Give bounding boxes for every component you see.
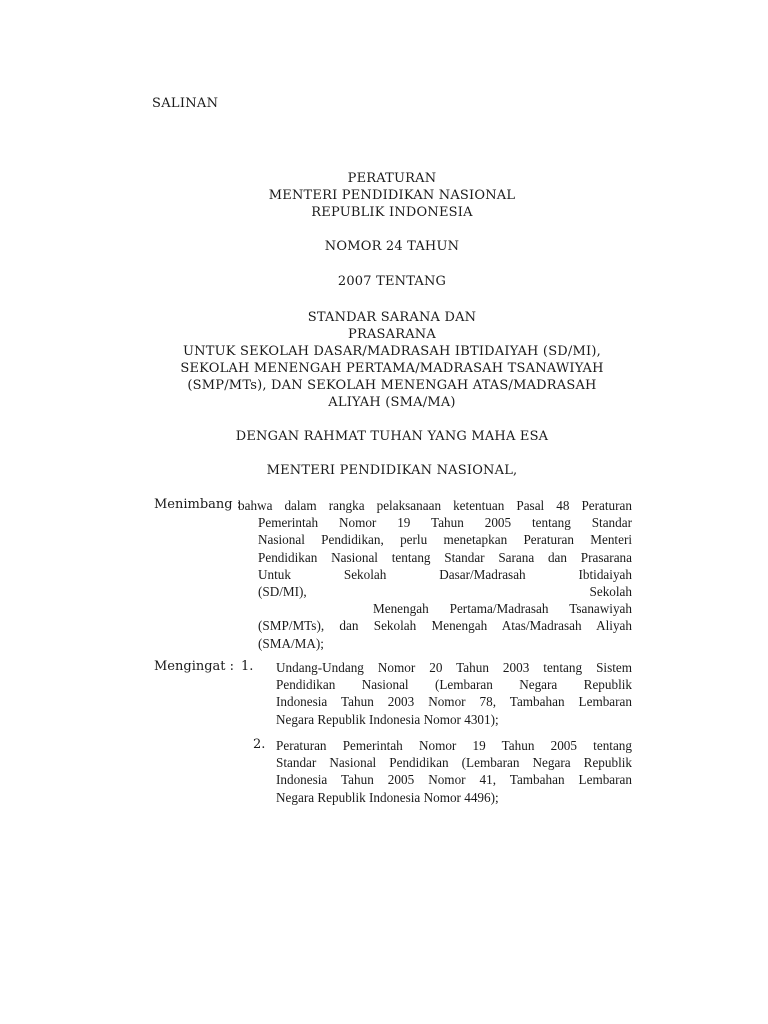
- heading-line-2: MENTERI PENDIDIKAN NASIONAL: [268, 188, 516, 203]
- item-line: Negara Republik Indonesia Nomor 4301);: [276, 711, 499, 727]
- menteri-line: MENTERI PENDIDIKAN NASIONAL,: [266, 463, 518, 478]
- item-line: Indonesia Tahun 2003 Nomor 78, Tambahan Lembaran: [276, 694, 632, 710]
- menimbang-line: (SMA/MA);: [258, 635, 324, 651]
- item-line: Standar Nasional Pendidikan (Lembaran Negara Republik: [276, 755, 632, 771]
- item-line: Pendidikan Nasional (Lembaran Negara Republik: [276, 677, 632, 693]
- regulation-number: NOMOR 24 TAHUN: [324, 239, 460, 254]
- mengingat-label: Mengingat :: [154, 659, 235, 674]
- item-line: Negara Republik Indonesia Nomor 4496);: [276, 789, 499, 805]
- menimbang-line: Pemerintah Nomor 19 Tahun 2005 tentang Standar: [258, 515, 632, 531]
- item-line: Undang-Undang Nomor 20 Tahun 2003 tentang Sistem: [276, 660, 632, 675]
- mengingat-item: [276, 737, 632, 806]
- regulation-year: 2007 TENTANG: [337, 274, 447, 289]
- subject-line-3: UNTUK SEKOLAH DASAR/MADRASAH IBTIDAIYAH (SD/MI),: [183, 344, 601, 359]
- item-line: Peraturan Pemerintah Nomor 19 Tahun 2005 tentang: [276, 738, 632, 753]
- subject-line-4: SEKOLAH MENENGAH PERTAMA/MADRASAH TSANAWIYAH: [180, 361, 604, 376]
- regulation-heading: [150, 170, 634, 221]
- mengingat-item: [276, 659, 632, 728]
- item-line: Indonesia Tahun 2005 Nomor 41, Tambahan Lembaran: [276, 772, 632, 788]
- menimbang-line: Pendidikan Nasional tentang Standar Sarana dan Prasarana: [258, 549, 632, 565]
- menimbang-line: Menengah Pertama/Madrasah Tsanawiyah: [373, 601, 632, 617]
- menimbang-line: Untuk Sekolah Dasar/Madrasah Ibtidaiyah: [258, 566, 632, 582]
- item-number: 2.: [253, 737, 266, 752]
- salinan-label: SALINAN: [152, 96, 219, 111]
- menimbang-line: Nasional Pendidikan, perlu menetapkan Peraturan Menteri: [258, 532, 632, 548]
- heading-line-3: REPUBLIK INDONESIA: [311, 205, 473, 220]
- menimbang-line: (SD/MI), Sekolah: [258, 584, 632, 600]
- menimbang-paragraph: [238, 497, 632, 652]
- heading-line-1: PERATURAN: [347, 171, 437, 186]
- subject-line-5: (SMP/MTs), DAN SEKOLAH MENENGAH ATAS/MADRASAH: [187, 378, 597, 393]
- subject-line-6: ALIYAH (SMA/MA): [328, 395, 456, 410]
- menimbang-line: bahwa dalam rangka pelaksanaan ketentuan Pasal 48 Peraturan: [238, 498, 632, 513]
- menimbang-label: Menimbang :: [154, 497, 242, 512]
- rahmat-line: DENGAN RAHMAT TUHAN YANG MAHA ESA: [235, 429, 549, 444]
- subject-line-2: PRASARANA: [348, 327, 436, 342]
- regulation-subject: [150, 309, 634, 411]
- item-number: 1.: [241, 659, 254, 674]
- menimbang-line: (SMP/MTs), dan Sekolah Menengah Atas/Madrasah Aliyah: [258, 618, 632, 634]
- subject-line-1: STANDAR SARANA DAN: [307, 310, 477, 325]
